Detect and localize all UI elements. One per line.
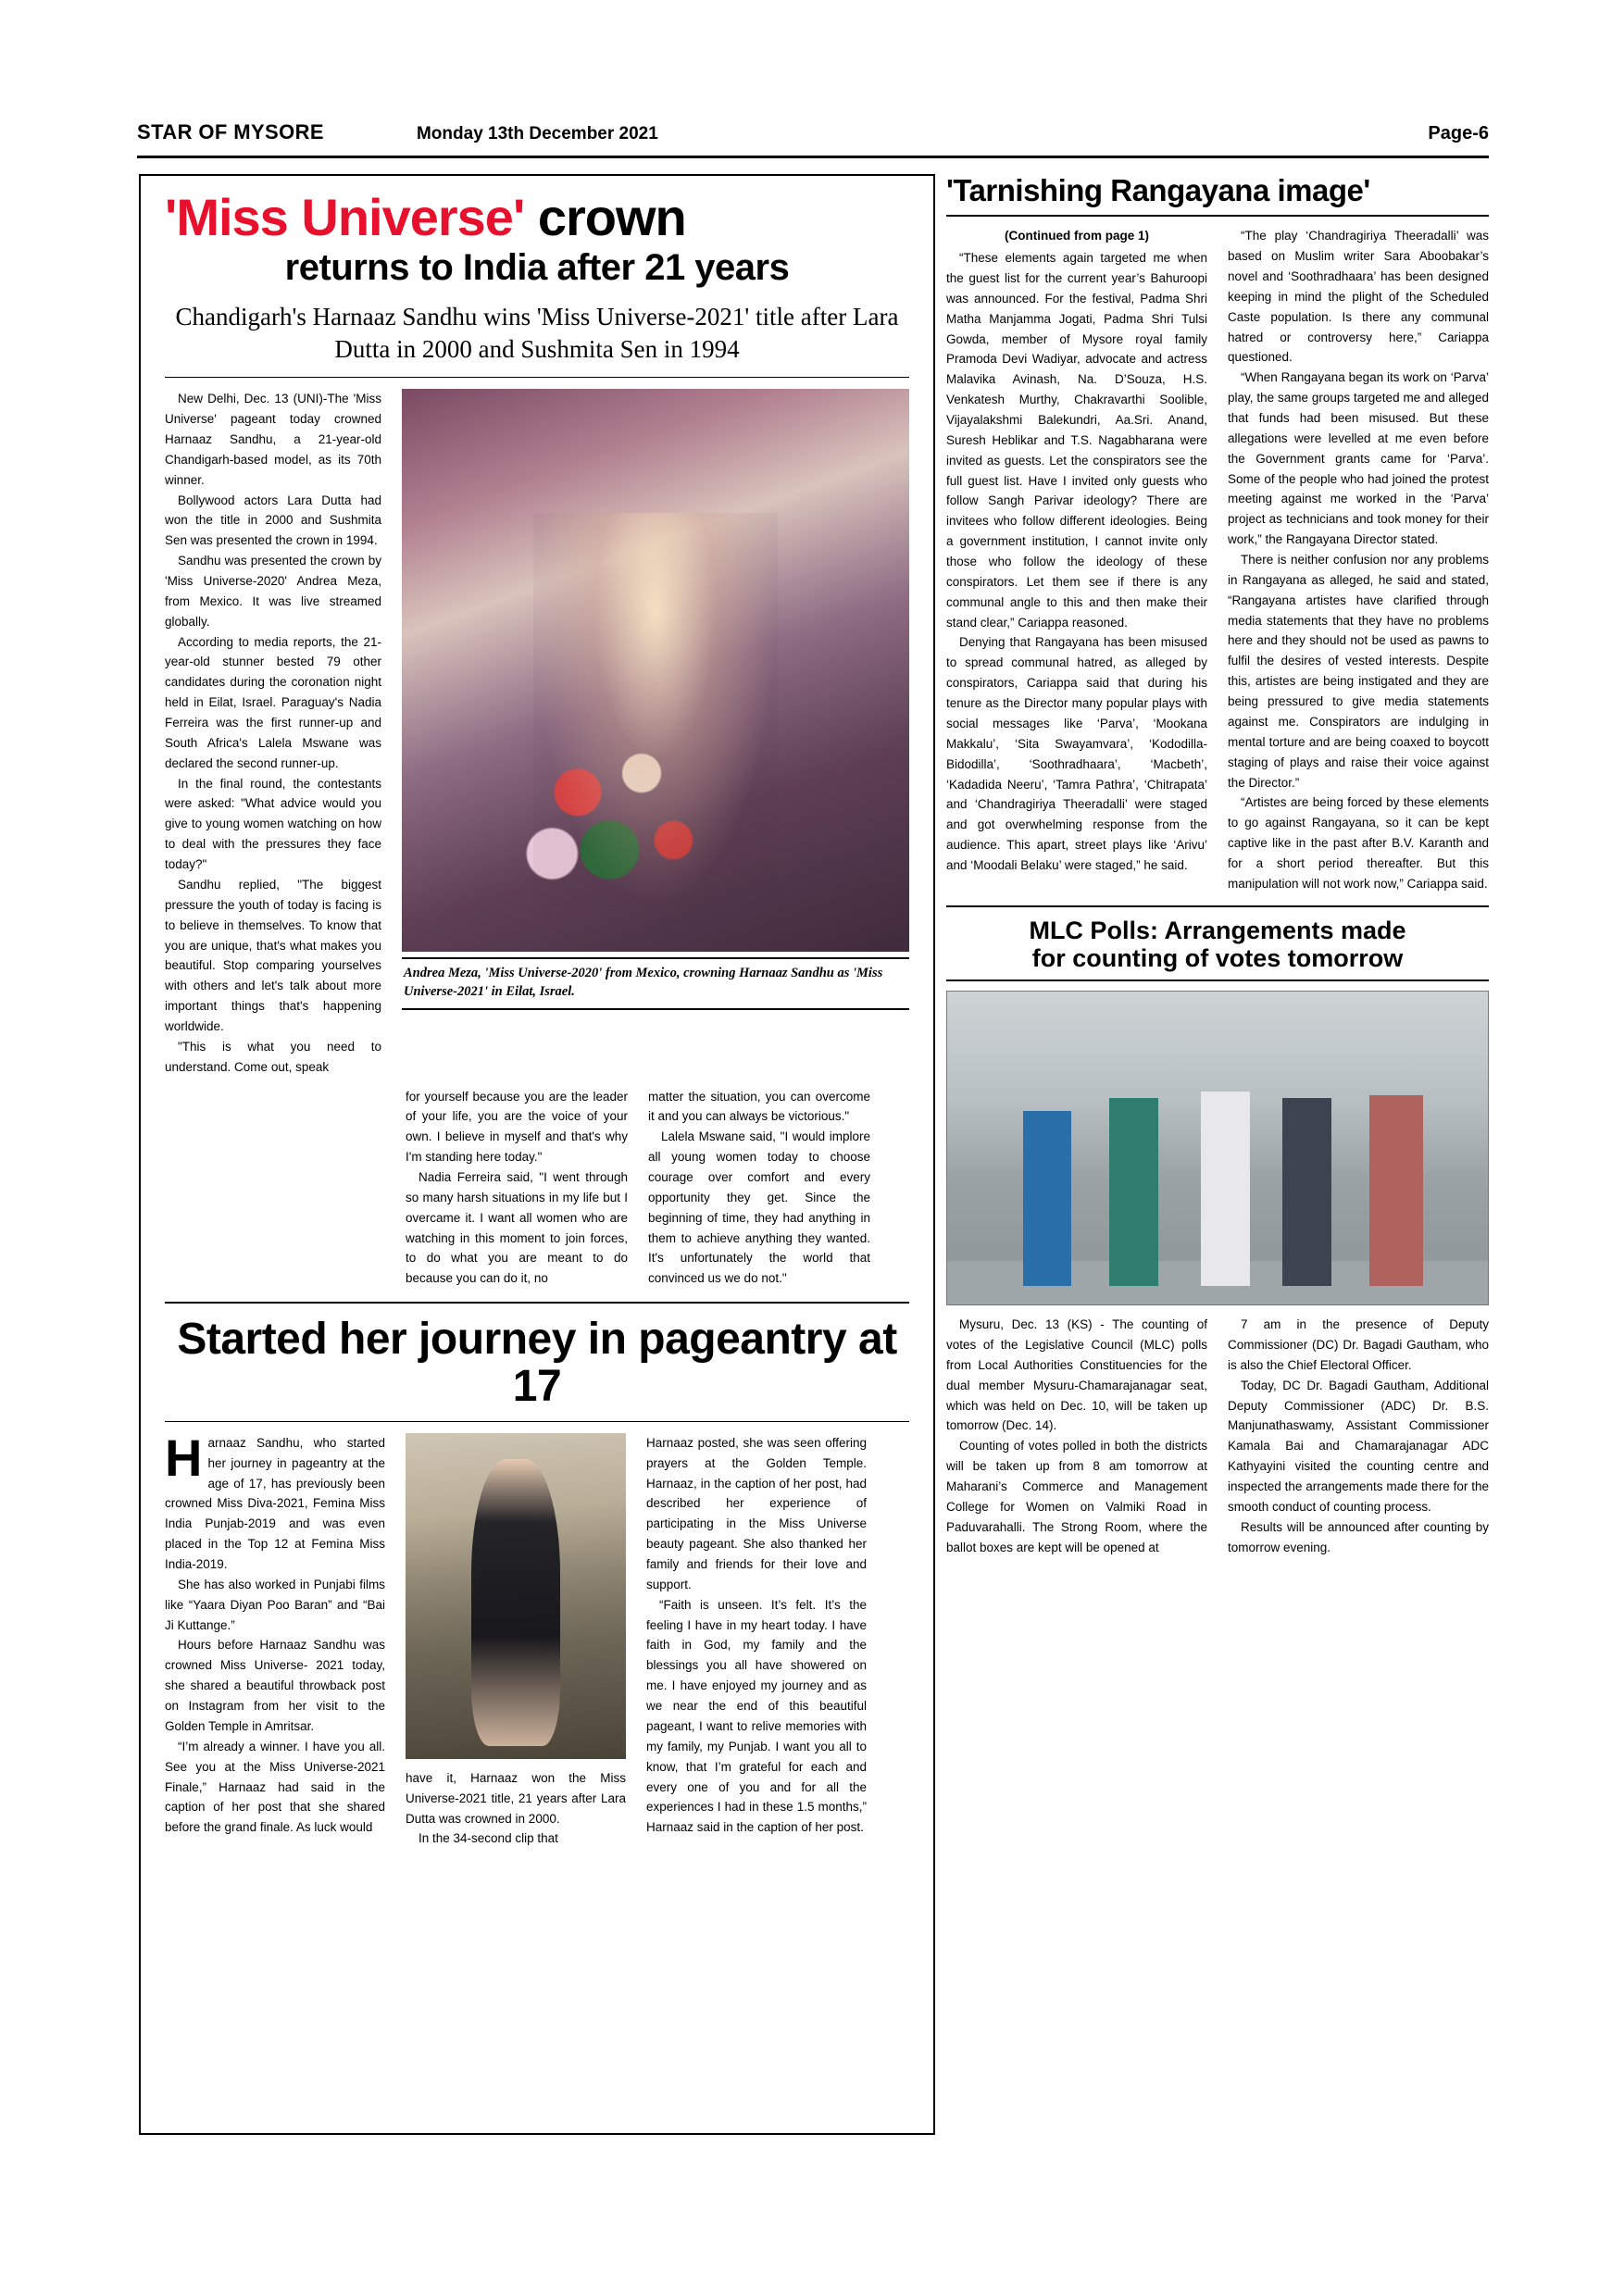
paragraph: 7 am in the presence of Deputy Commissioner (DC) Dr. Bagadi Gautham, who is also the Chief Electoral Officer. [1228,1317,1489,1372]
paragraph-text: arnaaz Sandhu, who started her journey in pageantry at the age of 17, has previously been crowned Miss Diva-2021, Femina Miss India Punjab-2019 and was even placed in the Top 12 at Femina Miss India-2019. [165,1435,385,1572]
paragraph: “Artistes are being forced by these elements to go against Rangayana, so it can be kept captive like in the past after B.V. Karanth and for a short period thereafter. But this manipulation will not work now,” Cariappa said. [1228,795,1489,891]
mlc-headline-divider [946,980,1489,981]
rangayana-body [946,226,1489,893]
paragraph: New Delhi, Dec. 13 (UNI)-The 'Miss Universe' pageant today crowned Harnaaz Sandhu, a 21-year-old Chandigarh-based model, as its 70th winner. [165,392,381,487]
second-story-col1 [165,1428,385,1849]
rangayana-col2 [1228,226,1489,893]
mlc-col1 [946,1315,1207,1557]
photo-person-5 [1369,1095,1423,1286]
photo-person-1 [1023,1111,1072,1286]
paragraph: Nadia Ferreira said, "I went through so many harsh situations in my life but I overcame it. I want all women who are watching in this moment to join forces, to do what you are meant to do because you can do it, no [406,1169,628,1286]
mlc-headline [946,917,1489,972]
paragraph: “The play ‘Chandragiriya Theeradalli’ was based on Muslim writer Sara Aboobakar’s novel and ‘Soothradhaara’ has been designed keeping in mind the plight of the Scheduled Caste population. Is there any communal hatred or controversy here,” Cariappa questioned. [1228,229,1489,365]
paragraph: “Faith is unseen. It’s felt. It’s the feeling I have in my heart today. I have faith in God, my family and the blessings you all have showered on me. I have enjoyed my journey and as we near the end of this beautiful pageant, I want to relive memories with my family, my Punjab. I want you all to know, that I’m grateful for each and every one of you and for all the experiences I had in these 1.5 months,” Harnaaz said in the caption of her post. [646,1597,867,1835]
main-story-bottom-spacer [165,1087,385,1290]
harnaaz-portrait-photo [406,1433,626,1759]
paragraph: Harnaaz posted, she was seen offering prayers at the Golden Temple. Harnaaz, in the caption of her post, had described her experience of participating in the Miss Universe beauty pageant. She also thanked her family and friends for their love and support. [646,1435,867,1591]
second-story-col2 [406,1768,626,1849]
paragraph: According to media reports, the 21-year-old stunner bested 79 other candidates during the coronation night held in Eilat, Israel. Paraguay's Nadia Ferreira was the first runner-up and South Africa's Lalela Mswane was declared the second runner-up. [165,634,381,770]
paragraph: Lalela Mswane said, "I would implore all young women today to choose courage over comfort and every opportunity they get. Since the beginning of time, they had anything in them to achieve anything they wanted. It's unfortunately the world that convinced us we do not." [648,1129,870,1286]
crowning-photo [402,389,909,952]
headline-highlight: 'Miss Universe' [165,188,525,246]
headline-rest: crown [524,188,686,246]
paragraph [165,1428,385,1575]
paragraph: “When Rangayana began its work on ‘Parva’ play, the same groups targeted me and alleged that funds had been misused. But these allegations were levelled at me even before the Government grants came for ‘Parva’. Some of the people who had joined the protest meeting against me worked in the ‘Parva’ project as technicians and took money for their work,” the Rangayana Director stated. [1228,370,1489,547]
paragraph: Hours before Harnaaz Sandhu was crowned Miss Universe- 2021 today, she shared a beautiful throwback post on Instagram from her visit to the Golden Temple in Amritsar. [165,1638,385,1733]
main-story-col3 [648,1087,870,1290]
publication-name: STAR OF MYSORE [137,120,324,144]
caption-rule-bottom [402,1008,909,1010]
main-headline-line2: returns to India after 21 years [284,247,790,289]
photo-person-3 [1201,1092,1250,1286]
paragraph: have it, Harnaaz won the Miss Universe-2021 title, 21 years after Lara Dutta was crowned in 2000. [406,1770,626,1826]
main-headline-line1 [165,188,909,246]
bouquet-detail [514,716,727,907]
paragraph: Bollywood actors Lara Dutta had won the title in 2000 and Sushmita Sen was presented the crown in 1994. [165,493,381,548]
counting-centre-photo [946,991,1489,1305]
right-story-separator [946,905,1489,907]
main-story-col2 [406,1087,628,1290]
mlc-col2 [1228,1315,1489,1557]
photo-caption: Andrea Meza, 'Miss Universe-2020' from Mexico, crowning Harnaaz Sandhu as 'Miss Universe-2021' in Eilat, Israel. [404,966,883,999]
paragraph: There is neither confusion nor any problems in Rangayana as alleged, he said and stated, “Rangayana artistes have clarified through media statements that they have no problems here and they should not be used as pawns to fulfil the desires of vested interests. Despite this, artistes are being instigated and they are being pressured to give media statements against me. Conspirators are indulging in mental torture and are being coaxed to boycott staging of plays and raise their voice against the Director.” [1228,553,1489,790]
paragraph: “These elements again targeted me when the guest list for the current year’s Bahuroopi was announced. For the festival, Padma Shri Matha Manjamma Jogati, Padma Shri Tulsi Gowda, member of Mysore royal family Pramoda Devi Wadiyar, advocate and actress Malavika Avinash, Na. D’Souza, H.S. Venkatesh Murthy, Chakravarthi Soolible, Vijayalakshmi Balekundri, Aa.Sri. Anand, Suresh Heblikar and T.S. Nagabharana were invited as guests. Let the conspirators see the full guest list. Have I invited only guests who follow Sangh Parivar ideology? There are invitees who follow different ideologies. Being a government institution, I cannot invite only those who follow the ideology of these conspirators. Let them see if there is any communal angle to this and then make their stand clear,” Cariappa reasoned. [946,251,1207,630]
main-story-col1 [165,389,381,1077]
main-headline-wrap [141,176,933,366]
paragraph: Today, DC Dr. Bagadi Gautham, Additional Deputy Commissioner (ADC) Dr. B.S. Manjunathaswamy, Assistant Commissioner Kamala Bai and Chamarajanagar ADC Kathyayini visited the counting centre and inspected the arrangements made there for the smooth conduct of counting process. [1228,1378,1489,1514]
paragraph: Counting of votes polled in both the districts will be taken up from 8 am tomorrow at Maharani’s Commerce and Management College for Women on Valmiki Road in Paduvarahalli. The Strong Room, where the ballot boxes are kept will be opened at [946,1439,1207,1554]
publication-date: Monday 13th December 2021 [416,124,658,144]
rangayana-headline: 'Tarnishing Rangayana image' [946,173,1370,207]
mlc-headline-line1: MLC Polls: Arrangements made [1029,916,1406,944]
masthead-divider [137,156,1489,158]
photo-person-4 [1282,1098,1331,1286]
paragraph: Mysuru, Dec. 13 (KS) - The counting of votes of the Legislative Council (MLC) polls from Local Authorities Constituencies for the dual member Mysuru-Chamarajanagar seat, which was held on Dec. 10, will be taken up tomorrow (Dec. 14). [946,1317,1207,1433]
rangayana-col1 [946,226,1207,893]
main-story-top [141,378,933,1077]
second-story-photo-block [406,1433,626,1849]
masthead [137,120,1489,144]
paragraph: Sandhu replied, "The biggest pressure the youth of today is facing is to believe in themselves. To know that you are unique, that's what makes you beautiful. Stop comparing yourselves with others and let's talk about more important things that's happening worldwide. [165,877,381,1033]
paragraph: Denying that Rangayana has been misused to spread communal hatred, as alleged by conspirators, Cariappa said that during his tenure as the Director many popular plays with social messages like ‘Parva’, ‘Mookana Makkalu’, ‘Sita Swayamvara’, ‘Kododilla-Bidodilla’, ‘Soothradhaara’, ‘Macbeth’, ‘Kadadida Neeru’, ‘Tamra Pathra’, ‘Chitrapata’ and ‘Chandragiriya Theeradalli’ were staged and got overwhelming response from the audience. This apart, street plays like ‘Arivu’ and ‘Moodali Belaku’ were staged,” he said. [946,635,1207,872]
rangayana-headline-divider [946,215,1489,217]
main-story-bottom [141,1078,933,1290]
paragraph: “I’m already a winner. I have you all. See you at the Miss Universe-2021 Finale,” Harnaaz had said in the caption of her post that she shared before the grand finale. As luck would [165,1739,385,1835]
page-number: Page-6 [1428,123,1489,144]
paragraph: She has also worked in Punjabi films like “Yaara Diyan Poo Baran” and “Bai Ji Kuttange.” [165,1577,385,1632]
paragraph: Sandhu was presented the crown by 'Miss Universe-2020' Andrea Meza, from Mexico. It was live streamed globally. [165,554,381,629]
paragraph: for yourself because you are the leader of your life, you are the voice of your own. I believe in myself and that's why I'm standing here today." [406,1089,628,1165]
paragraph: In the 34-second clip that [418,1831,558,1846]
mlc-body [946,1315,1489,1557]
main-subheadline: Chandigarh's Harnaaz Sandhu wins 'Miss Universe-2021' title after Lara Dutta in 2000 and Sushmita Sen in 1994 [175,303,899,364]
right-column-block [946,174,1489,2135]
paragraph: In the final round, the contestants were asked: "What advice would you give to young women watching on how to deal with the pressures they face today?" [165,776,381,872]
left-column-block [139,174,935,2135]
mlc-headline-line2: for counting of votes tomorrow [1031,943,1404,972]
second-story-col3 [646,1433,867,1849]
drop-cap: H [165,1428,203,1487]
second-story-body [141,1422,933,1849]
second-headline: Started her journey in pageantry at 17 [177,1315,897,1411]
paragraph: Results will be announced after counting by tomorrow evening. [1228,1519,1489,1554]
continued-note: (Continued from page 1) [1005,229,1149,243]
photo-person-2 [1109,1098,1158,1286]
paragraph: "This is what you need to understand. Come out, speak [165,1039,381,1074]
paragraph: matter the situation, you can overcome it and you can always be victorious." [648,1089,870,1124]
main-story-photo-block [402,389,909,1077]
